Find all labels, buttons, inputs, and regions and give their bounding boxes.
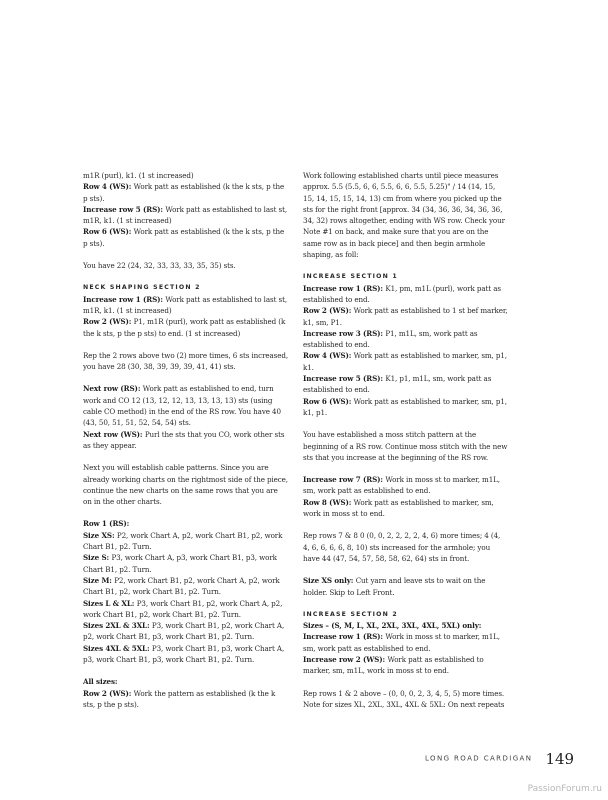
running-title: LONG ROAD CARDIGAN: [425, 754, 533, 763]
watermark-text: PassionForum.ru: [527, 784, 602, 794]
bold-label: Row 6 (WS):: [83, 227, 134, 237]
paragraph: [303, 497, 508, 520]
paragraph-gap: [83, 665, 288, 676]
bold-label: Sizes 4XL & 5XL:: [83, 643, 152, 653]
paragraph: [303, 654, 508, 677]
paragraph-gap: [303, 598, 508, 609]
text-run: Work patt as established to marker, sm, work in moss st to end.: [303, 497, 494, 519]
paragraph-gap: [83, 372, 288, 383]
paragraph: [83, 260, 288, 271]
text-run: Work patt as established to marker, sm, p1, k1, p1.: [303, 396, 507, 417]
bold-label: Size M:: [83, 575, 115, 585]
bold-label: Row 2 (WS):: [303, 306, 354, 316]
bold-label: Row 4 (WS):: [83, 182, 134, 192]
text-run: K1, pm, m1L (purl), work patt as established to end.: [303, 283, 501, 304]
paragraph: [83, 688, 288, 711]
right-column: [303, 170, 508, 710]
text-run: Work following established charts until piece measures approx. 5.5 (5.5, 6, 6, 5.5, 6, 6, 5.5, 5.25)" / 14 (14, 15, 15, 14, 15, 15, 14, 13) cm from where you picked up the sts for the right front [approx. 34 (34, 36, 36, 34, 36, 36, 34, 32) rows altogether, ending with WS row. Check your Note #1 on back, and make sure that you are on the same row as in back piece] and then begin armhole shaping, as foll:: [303, 171, 505, 260]
text-run: Next you will establish cable patterns. Since you are already working charts on the rightmost side of the piece, continue the new charts on the same rows that you are on in the other charts.: [83, 463, 288, 507]
text-run: P3, work Chart B1, p2, work Chart A, p2, work Chart B1, p3, work Chart B1, p2. Turn.: [83, 621, 285, 642]
paragraph-gap: [303, 463, 508, 474]
paragraph: [83, 316, 288, 339]
text-run: Work patt as established to end, turn work and CO 12 (13, 12, 12, 13, 13, 13, 13) sts (using cable CO method) in the end of the RS row. You have 40 (43, 50, 51, 51, 52, 54, 54) sts.: [83, 384, 281, 428]
paragraph-gap: [83, 507, 288, 518]
text-run: Work patt as established to marker, sm, m1L, work in moss st to end.: [303, 654, 484, 676]
bold-label: Increase row 1 (RS):: [83, 294, 166, 304]
bold-label: Increase row 5 (RS):: [303, 374, 386, 384]
bold-label: Row 2 (WS):: [83, 317, 134, 327]
bold-label: Size S:: [83, 553, 112, 563]
paragraph: [303, 328, 508, 351]
paragraph-gap: [303, 260, 508, 271]
bold-label: Size XS only:: [303, 576, 356, 586]
paragraph: [83, 676, 288, 687]
paragraph-gap: [303, 677, 508, 688]
bold-label: Next row (WS):: [83, 429, 145, 439]
bold-label: All sizes:: [83, 677, 118, 687]
paragraph: [83, 552, 288, 575]
text-run: P1, m1L, sm, work patt as established to end.: [303, 328, 478, 350]
text-run: Work patt as established (k the k sts, p the p sts).: [83, 227, 285, 248]
paragraph: [303, 620, 508, 631]
text-run: m1R (purl), k1. (1 st increased): [83, 171, 194, 180]
bold-label: Row 6 (WS):: [303, 396, 354, 406]
text-run: You have established a moss stitch pattern at the beginning of a RS row. Continue moss stitch with the new sts that you increase at the beginning of the RS row.: [303, 430, 508, 462]
section-heading: INCREASE SECTION 1: [303, 273, 398, 281]
text-run: P2, work Chart A, p2, work Chart B1, p2, work Chart B1, p2. Turn.: [83, 530, 283, 552]
text-run: Rep rows 1 & 2 above – (0, 0, 0, 2, 3, 4, 5, 5) more times. Note for sizes XL, 2XL, 3XL, 4XL & 5XL: On next repeats: [303, 688, 505, 709]
text-run: P3, work Chart A, p3, work Chart B1, p3, work Chart B1, p2. Turn.: [83, 553, 277, 574]
left-column: [83, 170, 288, 710]
paragraph: [83, 383, 288, 428]
page-number: 149: [545, 749, 575, 768]
paragraph: [83, 530, 288, 553]
bold-label: Increase row 2 (WS):: [303, 654, 388, 664]
text-run: P3, work Chart B1, p3, work Chart A, p3, work Chart B1, p3, work Chart B1, p2. Turn.: [83, 643, 285, 664]
text-run: Work patt as established to 1 st bef marker, k1, sm, P1.: [303, 306, 508, 327]
paragraph-gap: [83, 271, 288, 282]
paragraph: [303, 305, 508, 328]
text-run: Work in moss st to marker, m1L, sm, work patt as established to end.: [303, 632, 500, 653]
text-run: Rep rows 7 & 8 0 (0, 0, 2, 2, 2, 2, 4, 6) more times; 4 (4, 4, 6, 6, 6, 6, 8, 10) sts increased for the armhole; you have 44 (47, 54, 57, 58, 58, 62, 64) sts in front.: [303, 531, 501, 563]
paragraph: [303, 429, 508, 463]
paragraph: [83, 170, 288, 181]
paragraph-gap: [83, 249, 288, 260]
text-run: P3, work Chart B1, p2, work Chart A, p2, work Chart B1, p2, work Chart B1, p2. Turn.: [83, 598, 283, 619]
text-run: Work patt as established (k the k sts, p the p sts).: [83, 182, 285, 203]
section-heading: INCREASE SECTION 2: [303, 610, 398, 618]
paragraph: [83, 575, 288, 598]
paragraph: [303, 530, 508, 564]
paragraph: [303, 396, 508, 419]
paragraph: [83, 620, 288, 643]
paragraph: [303, 283, 508, 306]
paragraph: [83, 598, 288, 621]
paragraph: [303, 350, 508, 373]
text-run: K1, p1, m1L, sm, work patt as established to end.: [303, 374, 492, 395]
paragraph: [83, 643, 288, 666]
bold-label: Increase row 3 (RS):: [303, 328, 386, 338]
paragraph: [303, 474, 508, 497]
text-run: Work patt as established to last st, m1R, k1. (1 st increased): [83, 294, 288, 315]
bold-label: Increase row 7 (RS):: [303, 475, 386, 485]
paragraph: [83, 294, 288, 317]
section-heading: NECK SHAPING SECTION 2: [83, 284, 201, 292]
text-run: Rep the 2 rows above two (2) more times, 6 sts increased, you have 28 (30, 38, 39, 39, 39, 41, 41) sts.: [83, 350, 288, 372]
bold-label: Size XS:: [83, 530, 117, 540]
paragraph: [83, 429, 288, 452]
text-run: Cut yarn and leave sts to wait on the holder. Skip to Left Front.: [303, 576, 486, 597]
text-run: Purl the sts that you CO, work other sts as they appear.: [83, 429, 285, 450]
bold-label: Increase row 1 (RS):: [303, 632, 386, 642]
bold-label: Row 1 (RS):: [83, 519, 130, 529]
paragraph: [303, 373, 508, 396]
bold-label: Row 4 (WS):: [303, 351, 354, 361]
bold-label: Sizes – (S, M, L, XL, 2XL, 3XL, 4XL, 5XL) only:: [303, 621, 482, 631]
paragraph: [303, 688, 508, 711]
bold-label: Sizes 2XL & 3XL:: [83, 621, 152, 631]
paragraph-gap: [303, 564, 508, 575]
bold-label: Sizes L & XL:: [83, 598, 137, 608]
paragraph-gap: [303, 418, 508, 429]
bold-label: Increase row 1 (RS):: [303, 283, 386, 293]
text-run: P1, m1R (purl), work patt as established (k the k sts, p the p sts) to end. (1 st increased): [83, 317, 286, 338]
paragraph: [83, 226, 288, 249]
paragraph-gap: [83, 339, 288, 350]
text-run: You have 22 (24, 32, 33, 33, 33, 35, 35) sts.: [83, 261, 236, 271]
paragraph-gap: [83, 451, 288, 462]
paragraph: [83, 462, 288, 507]
text-run: Work patt as established to last st, m1R, k1. (1 st increased): [83, 204, 288, 226]
paragraph: [83, 350, 288, 373]
paragraph: [303, 631, 508, 654]
bold-label: Row 8 (WS):: [303, 497, 354, 507]
text-run: Work patt as established to marker, sm, p1, k1.: [303, 351, 507, 372]
text-run: P2, work Chart B1, p2, work Chart A, p2, work Chart B1, p2, work Chart B1, p2. Turn.: [83, 575, 280, 597]
page-footer: [425, 748, 574, 768]
paragraph-gap: [303, 519, 508, 530]
bold-label: Increase row 5 (RS):: [83, 204, 166, 214]
paragraph: [83, 181, 288, 204]
paragraph: [303, 575, 508, 598]
bold-label: Next row (RS):: [83, 384, 143, 394]
paragraph: [303, 170, 508, 260]
paragraph: [83, 518, 288, 529]
bold-label: Row 2 (WS):: [83, 688, 134, 698]
paragraph: [83, 204, 288, 227]
text-run: Work in moss st to marker, m1L, sm, work patt as established to end.: [303, 475, 500, 496]
text-run: Work the pattern as established (k the k sts, p the p sts).: [83, 688, 276, 709]
